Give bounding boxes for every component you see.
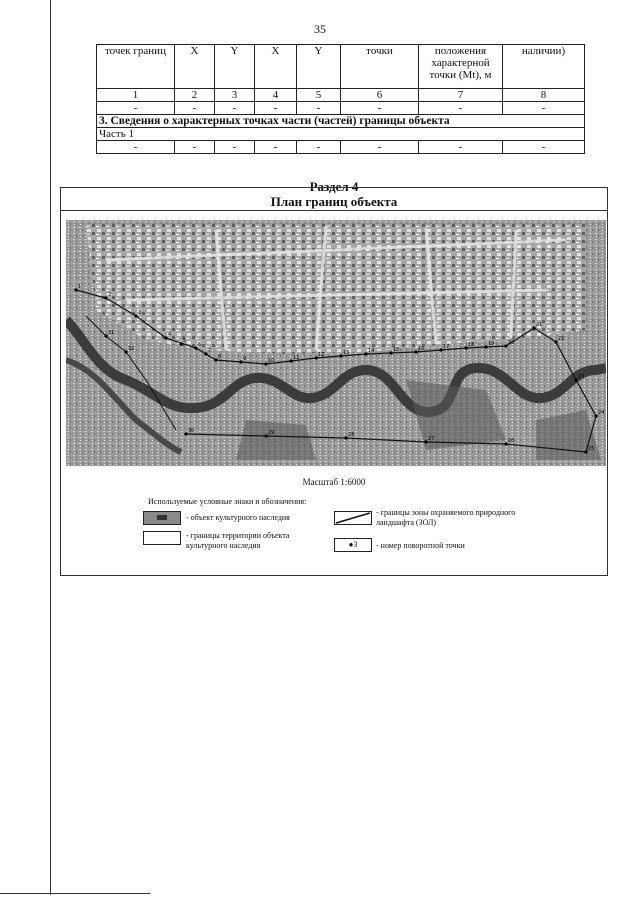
number-cell: 2 — [175, 89, 215, 102]
number-cell: 7 — [419, 89, 503, 102]
dash-cell: - — [175, 141, 215, 154]
turning-point-label: 22 — [558, 336, 565, 342]
turning-point-label: 16 — [418, 346, 425, 352]
heritage-object-swatch — [143, 511, 181, 525]
part-label: Часть 1 — [97, 128, 585, 141]
header-cell: точки — [341, 45, 419, 89]
turning-point-label: 21 — [536, 322, 543, 328]
legend-territory-boundary: - границы территории объекта культурного наследия — [186, 531, 290, 550]
footnote-rule — [0, 893, 150, 894]
dash-cell: - — [419, 102, 503, 115]
turning-point-label: 6 — [198, 342, 202, 348]
turning-point-label: 10 — [268, 358, 275, 364]
turning-point-label: 4 — [168, 332, 172, 338]
turning-point-label: 7 — [208, 348, 212, 354]
number-cell: 1 — [97, 89, 175, 102]
dash-cell: - — [97, 102, 175, 115]
dash-cell: - — [215, 102, 255, 115]
table-row — [97, 141, 585, 154]
turning-point-label: 23 — [578, 374, 585, 380]
turning-point-label: 26 — [508, 438, 515, 444]
heritage-object-swatch-inner — [157, 515, 167, 520]
turning-point-label: 5 — [183, 338, 187, 344]
turning-point-label: 13 — [343, 350, 350, 356]
turning-point-label: 29 — [268, 430, 275, 436]
dash-cell: - — [503, 102, 585, 115]
title-divider — [60, 210, 608, 211]
dash-cell: - — [341, 102, 419, 115]
section3-title: 3. Сведения о характерных точках части (частей) границы объекта — [97, 115, 585, 128]
turning-point-label: 3 — [138, 310, 142, 316]
turning-point-label: 14 — [368, 348, 375, 354]
map-scale: Масштаб 1:6000 — [302, 477, 366, 487]
legend-point-number: - номер поворотной точки — [376, 541, 465, 550]
legend-zone-boundary: - границы зоны охраняемого природного ландшафта (ЗОЛ) — [376, 508, 516, 527]
dash-cell: - — [255, 102, 297, 115]
point-dot-icon: ● — [348, 540, 354, 549]
turning-point-label: 27 — [428, 436, 435, 442]
dash-cell: - — [419, 141, 503, 154]
territory-boundary-swatch — [143, 531, 181, 545]
legend-heritage-object: - объект культурного наследия — [186, 513, 290, 522]
turning-point-label: 12 — [318, 352, 325, 358]
point-sample-number: 3 — [353, 540, 358, 549]
section3-row — [97, 115, 585, 128]
number-cell: 5 — [297, 89, 341, 102]
turning-point-label: 17 — [443, 344, 450, 350]
number-cell: 4 — [255, 89, 297, 102]
header-cell: Y — [215, 45, 255, 89]
dash-cell: - — [215, 141, 255, 154]
number-cell: 8 — [503, 89, 585, 102]
table-number-row — [97, 89, 585, 102]
legend-title: Используемые условные знаки и обозначения: — [148, 497, 307, 506]
part-row — [97, 128, 585, 141]
turning-point-label: 30 — [188, 428, 195, 434]
turning-point-label: 31 — [108, 330, 115, 336]
turning-point-label: 1 — [78, 284, 82, 290]
dash-cell: - — [97, 141, 175, 154]
dash-cell: - — [175, 102, 215, 115]
turning-point-label: 8 — [218, 354, 222, 360]
turning-point-label: 32 — [128, 346, 135, 352]
table-row — [97, 102, 585, 115]
coordinates-table — [96, 44, 585, 154]
turning-point-label: 20 — [508, 340, 515, 346]
header-cell: Y — [297, 45, 341, 89]
turning-point-label: 18 — [468, 342, 475, 348]
point-number-swatch — [334, 538, 372, 552]
plan-title: План границ объекта — [270, 194, 398, 209]
turning-point-label: 25 — [588, 446, 595, 452]
turning-point-label: 11 — [293, 355, 300, 361]
table-header-row — [97, 45, 585, 89]
dash-cell: - — [297, 102, 341, 115]
number-cell: 6 — [341, 89, 419, 102]
header-cell: X — [255, 45, 297, 89]
turning-point-label: 19 — [488, 341, 495, 347]
dash-cell: - — [341, 141, 419, 154]
turning-point-label: 9 — [243, 356, 247, 362]
turning-point-label: 24 — [598, 410, 605, 416]
dash-cell: - — [297, 141, 341, 154]
turning-point-label: 15 — [393, 347, 400, 353]
dash-cell: - — [503, 141, 585, 154]
dash-cell: - — [255, 141, 297, 154]
turning-point-label: 2 — [108, 292, 112, 298]
left-margin-line — [50, 0, 51, 895]
header-cell: точек границ — [97, 45, 175, 89]
turning-point-label: 28 — [348, 432, 355, 438]
boundary-map — [66, 220, 606, 466]
zone-boundary-swatch — [334, 511, 372, 525]
page-number: 35 — [314, 22, 326, 36]
header-cell: наличии) — [503, 45, 585, 89]
section-title: Раздел 4 — [309, 179, 359, 194]
header-cell: X — [175, 45, 215, 89]
number-cell: 3 — [215, 89, 255, 102]
header-cell: положения характерной точки (Mt), м — [419, 45, 503, 89]
